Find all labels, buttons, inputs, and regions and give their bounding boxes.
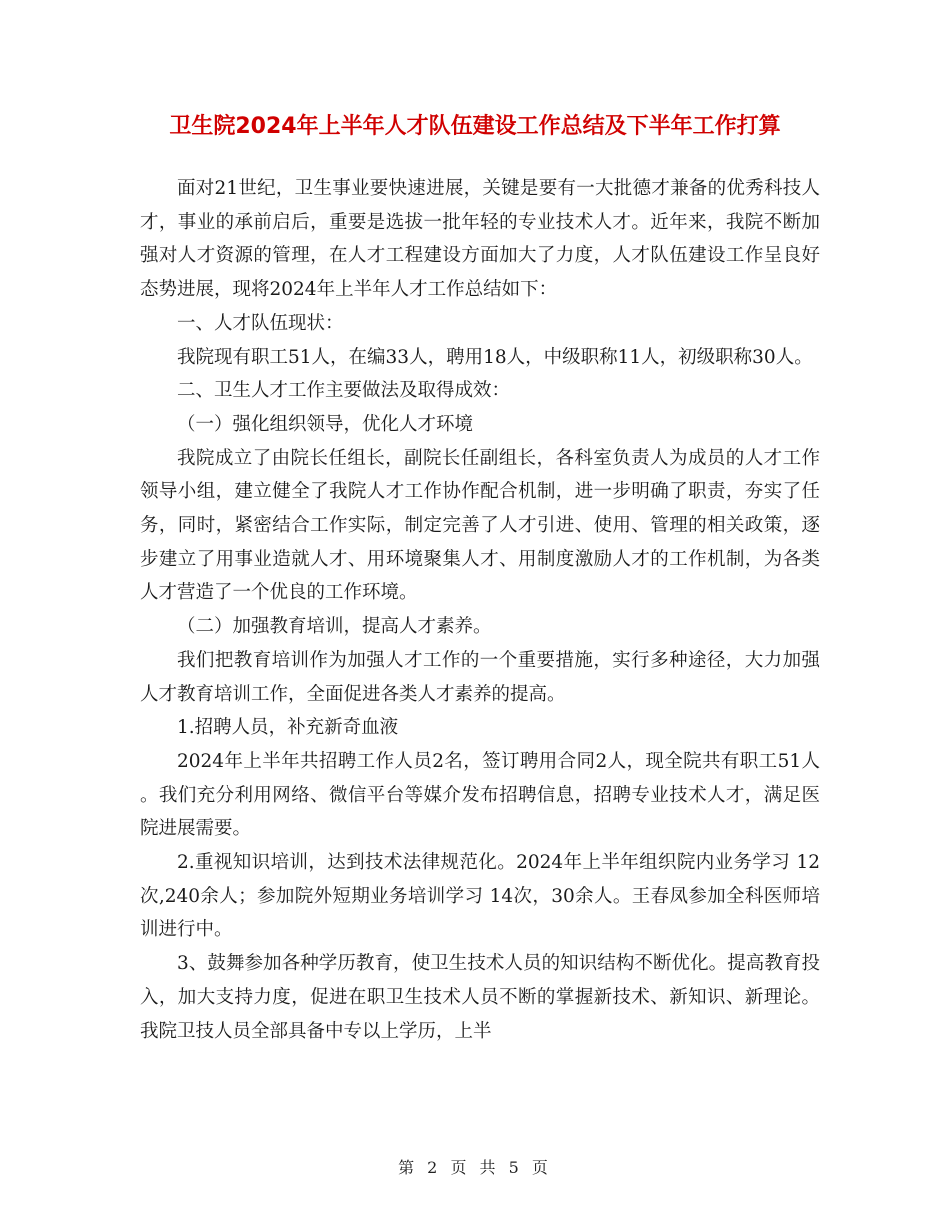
heading-subsection-1: （一）强化组织领导，优化人才环境 [177,413,474,435]
heading-section-2: 二、卫生人才工作主要做法及取得成效： [177,380,511,402]
paragraph-recruitment: 2024年上半年共招聘工作人员2名，签订聘用合同2人，现全院共有职工51人 。我们充分利用网络、微信平台等媒介发布招聘信息，招聘专业技术人才，满足医院进展需要。 [140,750,820,840]
document-body [140,172,820,1048]
paragraph-organization: 我院成立了由院长任组长，副院长任副组长，各科室负责人为成员的人才工作领导小组，建立健全了我院人才工作协作配合机制，进一步明确了职责，夯实了任务，同时，紧密结合工作实际，制定完善了人才引进、使用、管理的相关政策，逐步建立了用事业造就人才、用环境聚集人才、用制度激励人才的工作机制，为各类人才营造了一个优良的工作环境。 [140,447,820,604]
heading-item-1: 1.招聘人员，补充新奇血液 [177,717,399,739]
heading-section-1: 一、人才队伍现状： [177,312,344,334]
page-number-footer: 第 2 页 共 5 页 [398,1158,552,1177]
paragraph-training-overview: 我们把教育培训作为加强人才工作的一个重要措施，实行多种途径，大力加强人才教育培训工作，全面促进各类人才素养的提高。 [140,649,820,705]
paragraph-staff-status: 我院现有职工51人，在编33人，聘用18人，中级职称11人，初级职称30人。 [177,346,813,368]
paragraph-education: 3、鼓舞参加各种学历教育，使卫生技术人员的知识结构不断优化。提高教育投入，加大支持力度，促进在职卫生技术人员不断的掌握新技术、新知识、新理论。我院卫技人员全部具备中专以上学历，上半 [140,953,820,1042]
paragraph-intro: 面对21世纪，卫生事业要快速进展，关键是要有一大批德才兼备的优秀科技人才，事业的承前启后，重要是选拔一批年轻的专业技术人才。近年来，我院不断加强对人才资源的管理，在人才工程建设方面加大了力度，人才队伍建设工作呈良好态势进展，现将2024年上半年人才工作总结如下： [140,178,820,301]
heading-subsection-2: （二）加强教育培训，提高人才素养。 [177,616,492,638]
document-title: 卫生院2024年上半年人才队伍建设工作总结及下半年工作打算 [169,114,781,139]
paragraph-knowledge-training: 2.重视知识培训，达到技术法律规范化。2024年上半年组织院内业务学习 12次,240余人；参加院外短期业务培训学习 14次，30余人。王春凤参加全科医师培训进行中。 [140,852,820,941]
